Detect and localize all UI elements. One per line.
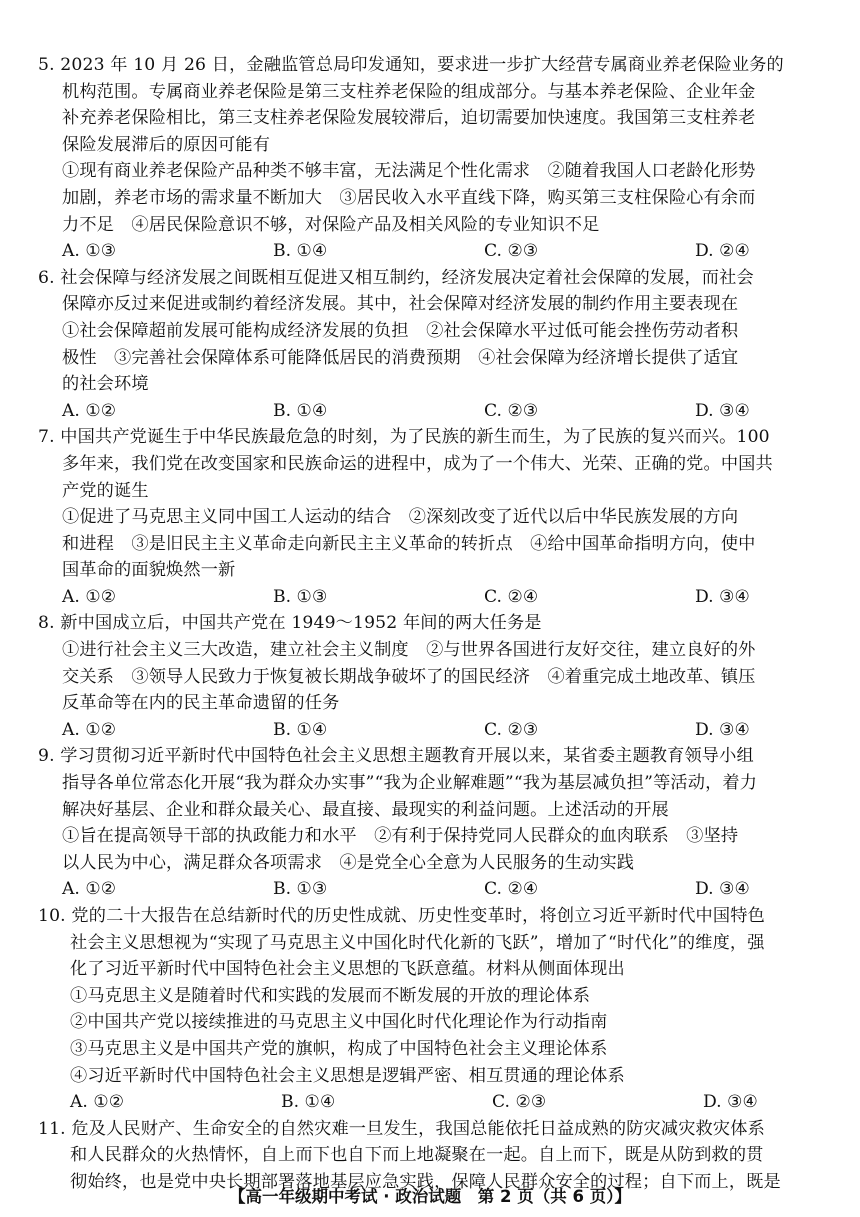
answer-options: [38, 717, 834, 744]
question-stem-line: 社会主义思想视为“实现了马克思主义中国化时代化新的飞跃”，增加了“时代化”的维度，强: [70, 932, 765, 953]
question-stem-line: 10. 党的二十大报告在总结新时代的历史性成就、历史性变革时，将创立习近平新时代中国特色: [38, 906, 765, 926]
answer-option-b[interactable]: B. ①④: [273, 719, 328, 740]
answer-option-b[interactable]: B. ①④: [273, 241, 328, 262]
answer-option-c[interactable]: C. ②④: [484, 586, 539, 607]
statement-line: 以人民为中心，满足群众各项需求 ④是党全心全意为人民服务的生动实践: [62, 852, 635, 873]
statement-line: 国革命的面貌焕然一新: [62, 560, 236, 581]
answer-options: [38, 584, 834, 611]
question-stem-line: 彻始终，也是党中央长期部署落地基层应急实践，保障人民群众安全的过程；自下而上，既是: [70, 1171, 781, 1192]
answer-options: [38, 1089, 834, 1116]
statement-line: 的社会环境: [62, 374, 149, 395]
answer-option-c[interactable]: C. ②③: [484, 241, 539, 262]
statement-line: ①马克思主义是随着时代和实践的发展而不断发展的开放的理论体系: [70, 985, 591, 1006]
statement-line: ①现有商业养老保险产品种类不够丰富，无法满足个性化需求 ②随着我国人口老龄化形势: [62, 161, 756, 182]
answer-option-b[interactable]: B. ①④: [273, 400, 328, 421]
statement-line: ②中国共产党以接续推进的马克思主义中国化时代化理论作为行动指南: [70, 1012, 608, 1033]
question-stem-line: 产党的诞生: [62, 480, 149, 501]
statement-line: 力不足 ④居民保险意识不够，对保险产品及相关风险的专业知识不足: [62, 214, 600, 235]
statement-line: 交关系 ③领导人民致力于恢复被长期战争破坏了的国民经济 ④着重完成土地改革、镇压: [62, 666, 756, 687]
question-stem-line: 多年来，我们党在改变国家和民族命运的进程中，成为了一个伟大、光荣、正确的党。中国共: [62, 453, 773, 474]
question-list: [38, 52, 834, 1196]
question-stem-line: 5. 2023 年 10 月 26 日，金融监管总局印发通知，要求进一步扩大经营专属商业养老保险业务的: [38, 55, 784, 75]
answer-options: [38, 398, 834, 425]
statement-line: 极性 ③完善社会保障体系可能降低居民的消费预期 ④社会保障为经济增长提供了适宜: [62, 347, 739, 368]
answer-option-d[interactable]: D. ③④: [695, 400, 750, 421]
question-5: [38, 52, 834, 265]
answer-option-d[interactable]: D. ③④: [703, 1092, 758, 1113]
question-9: [38, 743, 834, 903]
question-10: [38, 903, 834, 1116]
question-stem-line: 7. 中国共产党诞生于中华民族最危急的时刻，为了民族的新生而生，为了民族的复兴而兴。100: [38, 427, 770, 448]
answer-options: [38, 876, 834, 903]
answer-option-c[interactable]: C. ②③: [484, 400, 539, 421]
answer-option-a[interactable]: A. ①③: [62, 241, 117, 262]
page-footer: 【高一年级期中考试 · 政治试题 第 2 页（共 6 页）】: [229, 1187, 631, 1206]
question-stem-line: 保障亦反过来促进或制约着经济发展。其中，社会保障对经济发展的制约作用主要表现在: [62, 294, 739, 315]
answer-option-a[interactable]: A. ①②: [62, 400, 117, 421]
answer-options: [38, 238, 834, 265]
question-stem-line: 9. 学习贯彻习近平新时代中国特色社会主义思想主题教育开展以来，某省委主题教育领导小组: [38, 746, 754, 767]
question-8: [38, 610, 834, 743]
question-stem-line: 6. 社会保障与经济发展之间既相互促进又相互制约，经济发展决定着社会保障的发展，而社会: [38, 267, 754, 288]
question-stem-line: 11. 危及人民财产、生命安全的自然灾难一旦发生，我国总能依托日益成熟的防灾减灾救灾体系: [38, 1118, 765, 1139]
answer-option-d[interactable]: D. ③④: [695, 586, 750, 607]
question-stem-line: 机构范围。专属商业养老保险是第三支柱养老保险的组成部分。与基本养老保险、企业年金: [62, 81, 756, 102]
answer-option-a[interactable]: A. ①②: [62, 879, 117, 900]
statement-line: ①促进了马克思主义同中国工人运动的结合 ②深刻改变了近代以后中华民族发展的方向: [62, 507, 739, 528]
question-6: [38, 265, 834, 425]
answer-option-d[interactable]: D. ③④: [695, 879, 750, 900]
answer-option-d[interactable]: D. ②④: [695, 241, 750, 262]
statement-line: ①进行社会主义三大改造，建立社会主义制度 ②与世界各国进行友好交往，建立良好的外: [62, 640, 756, 661]
answer-option-c[interactable]: C. ②③: [492, 1092, 547, 1113]
question-7: [38, 424, 834, 610]
answer-option-a[interactable]: A. ①②: [62, 586, 117, 607]
question-stem-line: 保险发展滞后的原因可能有: [62, 134, 271, 155]
question-stem-line: 化了习近平新时代中国特色社会主义思想的飞跃意蕴。材料从侧面体现出: [70, 959, 625, 980]
answer-option-b[interactable]: B. ①③: [273, 586, 328, 607]
question-stem-line: 解决好基层、企业和群众最关心、最直接、最现实的利益问题。上述活动的开展: [62, 799, 669, 820]
statement-line: ①社会保障超前发展可能构成经济发展的负担 ②社会保障水平过低可能会挫伤劳动者积: [62, 320, 739, 341]
question-stem-line: 和人民群众的火热情怀，自上而下也自下而上地凝聚在一起。自上而下，既是从防到救的贯: [70, 1145, 764, 1166]
answer-option-c[interactable]: C. ②③: [484, 719, 539, 740]
answer-option-d[interactable]: D. ③④: [695, 719, 750, 740]
answer-option-b[interactable]: B. ①④: [281, 1092, 336, 1113]
answer-option-a[interactable]: A. ①②: [70, 1092, 125, 1113]
question-stem-line: 8. 新中国成立后，中国共产党在 1949～1952 年间的两大任务是: [38, 613, 542, 634]
statement-line: ③马克思主义是中国共产党的旗帜，构成了中国特色社会主义理论体系: [70, 1038, 608, 1059]
statement-line: 反革命等在内的民主革命遗留的任务: [62, 693, 340, 714]
statement-line: 加剧，养老市场的需求量不断加大 ③居民收入水平直线下降，购买第三支柱保险心有余而: [62, 187, 756, 208]
statement-line: 和进程 ③是旧民主主义革命走向新民主主义革命的转折点 ④给中国革命指明方向，使中: [62, 533, 756, 554]
question-stem-line: 指导各单位常态化开展“我为群众办实事”“我为企业解难题”“我为基层减负担”等活动，着力: [62, 773, 758, 794]
answer-option-b[interactable]: B. ①③: [273, 879, 328, 900]
answer-option-a[interactable]: A. ①②: [62, 719, 117, 740]
answer-option-c[interactable]: C. ②④: [484, 879, 539, 900]
statement-line: ①旨在提高领导干部的执政能力和水平 ②有利于保持党同人民群众的血肉联系 ③坚持: [62, 826, 739, 847]
question-stem-line: 补充养老保险相比，第三支柱养老保险发展较滞后，迫切需要加快速度。我国第三支柱养老: [62, 108, 756, 129]
statement-line: ④习近平新时代中国特色社会主义思想是逻辑严密、相互贯通的理论体系: [70, 1065, 625, 1086]
